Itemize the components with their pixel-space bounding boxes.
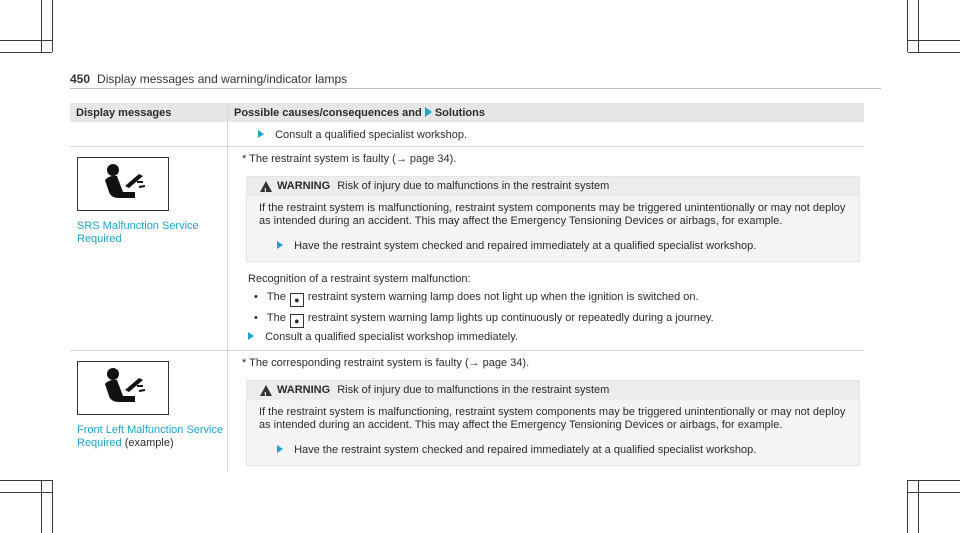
col-header-solutions-label: Solutions <box>434 107 485 119</box>
page-title: Display messages and warning/indicator lamps <box>97 72 348 86</box>
table-row <box>70 147 864 351</box>
crop-mark <box>0 52 52 53</box>
warning-header <box>247 177 859 196</box>
cause-text: * The corresponding restraint system is faulty (→ page 34). <box>242 357 530 369</box>
warning-subtitle: Risk of injury due to malfunctions in the restraint system <box>337 180 610 192</box>
final-step: Consult a qualified specialist workshop immediately. <box>265 331 518 343</box>
col-header-causes-label: Possible causes/consequences and <box>234 107 422 119</box>
warning-title: WARNING <box>277 384 331 396</box>
airbag-warning-icon <box>77 157 169 211</box>
display-messages-table <box>70 103 864 471</box>
warning-box <box>246 176 860 262</box>
airbag-warning-icon <box>77 361 169 415</box>
cause-text: * The restraint system is faulty (→ page 34). <box>242 153 457 165</box>
crop-mark <box>907 0 908 52</box>
crop-mark <box>41 0 42 52</box>
crop-mark <box>908 52 960 53</box>
display-message: SRS Malfunction Service Required <box>77 220 199 245</box>
crop-mark <box>908 492 960 493</box>
warning-box <box>246 380 860 466</box>
col-header-messages: Display messages <box>70 103 228 122</box>
col-header-causes <box>228 103 865 122</box>
table-row <box>70 351 864 472</box>
warning-text: If the restraint system is malfunctioning, restraint system components may be triggered unintentionally or may not deploy as intended during an accident. This may affect the Emergency Tensioning Devices or airbags, for example. <box>259 406 846 431</box>
warning-step: Have the restraint system checked and repaired immediately at a qualified specialist workshop. <box>294 240 757 252</box>
crop-mark <box>908 40 960 41</box>
crop-mark <box>0 40 52 41</box>
crop-mark <box>52 0 53 52</box>
list-item: • The ● restraint system warning lamp does not light up when the ignition is switched on. <box>254 291 699 305</box>
crop-mark <box>41 480 42 533</box>
warning-step: Have the restraint system checked and repaired immediately at a qualified specialist workshop. <box>294 444 757 456</box>
warning-triangle-icon <box>260 181 272 192</box>
step-arrow-icon <box>277 445 283 453</box>
step-text: Consult a qualified specialist workshop. <box>275 129 468 141</box>
step-arrow-icon <box>258 130 264 138</box>
warning-title: WARNING <box>277 180 331 192</box>
step-arrow-icon <box>277 241 283 249</box>
warning-header <box>247 381 859 400</box>
page-number: 450 <box>70 72 91 86</box>
crop-mark <box>907 480 908 533</box>
crop-mark <box>52 480 53 533</box>
crop-mark <box>918 0 919 52</box>
crop-mark <box>908 480 960 481</box>
table-row <box>70 122 864 147</box>
header-rule <box>70 88 881 89</box>
airbag-lamp-icon: ● <box>290 293 304 307</box>
list-item: • The ● restraint system warning lamp lights up continuously or repeatedly during a journey. <box>254 312 714 326</box>
table-header-row <box>70 103 864 122</box>
crop-mark <box>0 492 52 493</box>
warning-triangle-icon <box>260 385 272 396</box>
step-arrow-icon <box>248 332 254 340</box>
warning-subtitle: Risk of injury due to malfunctions in the restraint system <box>337 384 610 396</box>
arrow-right-icon <box>425 107 432 117</box>
airbag-lamp-icon: ● <box>290 314 304 328</box>
recognition-text: Recognition of a restraint system malfunction: <box>248 273 471 285</box>
page-header <box>70 72 347 86</box>
warning-text: If the restraint system is malfunctioning, restraint system components may be triggered unintentionally or may not deploy as intended during an accident. This may affect the Emergency Tensioning Devices or airbags, for example. <box>259 202 846 227</box>
crop-mark <box>918 480 919 533</box>
display-message: Front Left Malfunction Service Required (example) <box>77 424 224 449</box>
crop-mark <box>0 480 52 481</box>
